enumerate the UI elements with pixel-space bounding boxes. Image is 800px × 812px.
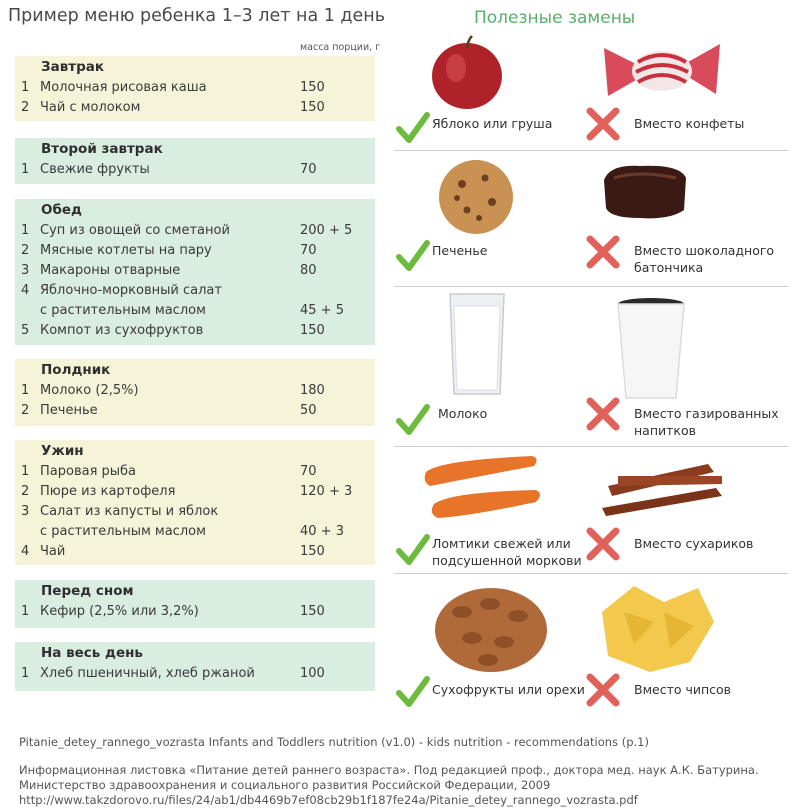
section-title: Перед сном bbox=[15, 580, 375, 602]
menu-item bbox=[15, 664, 375, 684]
good-swap-label: Печенье bbox=[432, 243, 488, 258]
bad-swap-label: Вместо газированных напитков bbox=[634, 406, 779, 438]
chocolate-bar-icon bbox=[600, 160, 690, 222]
item-name: Салат из капусты и яблок bbox=[40, 504, 219, 519]
item-mass: 70 bbox=[300, 464, 317, 479]
item-number: 2 bbox=[21, 243, 30, 258]
menu-item bbox=[15, 321, 375, 341]
menu-section-afternoon-snack bbox=[15, 359, 375, 426]
bad-swap-label: Вместо сухариков bbox=[634, 536, 754, 551]
section-title: Обед bbox=[15, 199, 375, 221]
item-name: Хлеб пшеничный, хлеб ржаной bbox=[40, 666, 255, 681]
section-title: Второй завтрак bbox=[15, 138, 375, 160]
item-name: Компот из сухофруктов bbox=[40, 323, 204, 338]
menu-item bbox=[15, 542, 375, 562]
item-name: Макароны отварные bbox=[40, 263, 181, 278]
row-divider bbox=[394, 150, 788, 151]
cookie-icon bbox=[437, 158, 515, 236]
item-name: Суп из овощей со сметаной bbox=[40, 223, 230, 238]
item-name: с растительным маслом bbox=[40, 524, 206, 539]
menu-item bbox=[15, 602, 375, 622]
check-icon bbox=[396, 240, 430, 272]
portion-mass-label: масса порции, г bbox=[300, 42, 381, 53]
item-number: 1 bbox=[21, 383, 30, 398]
good-swap-label: Молоко bbox=[438, 406, 488, 421]
menu-section-before-bed bbox=[15, 580, 375, 628]
item-mass: 150 bbox=[300, 544, 325, 559]
item-mass: 120 + 3 bbox=[300, 484, 353, 499]
item-name: Кефир (2,5% или 3,2%) bbox=[40, 604, 199, 619]
source-credit: Информационная листовка «Питание детей раннего возраста». Под редакцией проф., доктора мед. наук А.К. Батурина. bbox=[19, 763, 759, 777]
bad-swap-label: Вместо чипсов bbox=[634, 682, 732, 697]
apple-icon bbox=[428, 34, 506, 112]
soda-cup-icon bbox=[616, 296, 686, 400]
menu-section-dinner bbox=[15, 440, 375, 565]
good-swap-label: Ломтики свежей или подсушенной моркови bbox=[432, 536, 582, 568]
item-number: 3 bbox=[21, 504, 30, 519]
menu-title: Пример меню ребенка 1–3 лет на 1 день bbox=[8, 6, 386, 26]
menu-section-whole-day bbox=[15, 642, 375, 691]
item-number: 1 bbox=[21, 604, 30, 619]
check-icon bbox=[396, 534, 430, 566]
bad-swap-label: Вместо конфеты bbox=[634, 116, 745, 131]
item-number: 3 bbox=[21, 263, 30, 278]
menu-item bbox=[15, 78, 375, 98]
section-title: Полдник bbox=[15, 359, 375, 381]
good-swap-label: Яблоко или груша bbox=[432, 116, 553, 131]
candy-icon bbox=[598, 38, 726, 102]
menu-item bbox=[15, 381, 375, 401]
menu-item bbox=[15, 221, 375, 241]
menu-section-lunch bbox=[15, 199, 375, 345]
item-mass: 150 bbox=[300, 323, 325, 338]
cross-icon bbox=[585, 106, 621, 142]
item-number: 5 bbox=[21, 323, 30, 338]
good-swap-label: Сухофрукты или орехи bbox=[432, 682, 585, 697]
carrot-icon bbox=[420, 450, 550, 524]
section-title: На весь день bbox=[15, 642, 375, 664]
menu-item bbox=[15, 241, 375, 261]
item-mass: 180 bbox=[300, 383, 325, 398]
item-mass: 70 bbox=[300, 243, 317, 258]
row-divider bbox=[394, 446, 788, 447]
source-url[interactable]: http://www.takzdorovo.ru/files/24/ab1/db4469b7ef08cb29b1f187fe24a/Pitanie_detey_rannego_vozrasta.pdf bbox=[19, 793, 638, 807]
item-name: Молочная рисовая каша bbox=[40, 80, 207, 95]
cross-icon bbox=[585, 234, 621, 270]
item-name: Чай с молоком bbox=[40, 100, 141, 115]
item-name: Молоко (2,5%) bbox=[40, 383, 139, 398]
item-number: 1 bbox=[21, 162, 30, 177]
item-name: Пюре из картофеля bbox=[40, 484, 176, 499]
item-name: Чай bbox=[40, 544, 66, 559]
chips-icon bbox=[594, 582, 718, 674]
menu-item bbox=[15, 502, 375, 522]
menu-item bbox=[15, 462, 375, 482]
item-name: Паровая рыба bbox=[40, 464, 137, 479]
item-name: Свежие фрукты bbox=[40, 162, 150, 177]
cross-icon bbox=[585, 672, 621, 708]
check-icon bbox=[396, 676, 430, 708]
item-number: 1 bbox=[21, 80, 30, 95]
menu-item bbox=[15, 482, 375, 502]
item-mass: 100 bbox=[300, 666, 325, 681]
item-name: Яблочно-морковный салат bbox=[40, 283, 222, 298]
item-number: 4 bbox=[21, 283, 30, 298]
cross-icon bbox=[585, 396, 621, 432]
item-number: 2 bbox=[21, 100, 30, 115]
check-icon bbox=[396, 112, 430, 144]
section-title: Завтрак bbox=[15, 56, 375, 78]
swaps-title: Полезные замены bbox=[474, 8, 636, 28]
item-mass: 150 bbox=[300, 80, 325, 95]
item-mass: 150 bbox=[300, 604, 325, 619]
item-name: Мясные котлеты на пару bbox=[40, 243, 212, 258]
item-mass: 45 + 5 bbox=[300, 303, 344, 318]
menu-section-breakfast bbox=[15, 56, 375, 121]
item-number: 1 bbox=[21, 223, 30, 238]
item-name: Печенье bbox=[40, 403, 98, 418]
item-mass: 200 + 5 bbox=[300, 223, 353, 238]
menu-item bbox=[15, 261, 375, 281]
row-divider bbox=[394, 573, 788, 574]
source-ministry: Министерство здравоохранения и социального развития Российской Федерации, 2009 bbox=[19, 778, 551, 792]
item-mass: 150 bbox=[300, 100, 325, 115]
crouton-icon bbox=[598, 458, 728, 518]
row-divider bbox=[394, 286, 788, 287]
section-title: Ужин bbox=[15, 440, 375, 462]
menu-item bbox=[15, 301, 375, 321]
menu-item bbox=[15, 281, 375, 301]
item-mass: 80 bbox=[300, 263, 317, 278]
menu-item bbox=[15, 98, 375, 118]
menu-item bbox=[15, 160, 375, 180]
nuts-icon bbox=[432, 582, 550, 674]
source-caption: Pitanie_detey_rannego_vozrasta Infants and Toddlers nutrition (v1.0) - kids nutrition - recommendations (p.1) bbox=[19, 735, 649, 749]
item-name: с растительным маслом bbox=[40, 303, 206, 318]
item-number: 1 bbox=[21, 666, 30, 681]
item-number: 4 bbox=[21, 544, 30, 559]
check-icon bbox=[396, 404, 430, 436]
item-mass: 70 bbox=[300, 162, 317, 177]
item-mass: 40 + 3 bbox=[300, 524, 344, 539]
item-number: 2 bbox=[21, 403, 30, 418]
item-number: 1 bbox=[21, 464, 30, 479]
item-number: 2 bbox=[21, 484, 30, 499]
cross-icon bbox=[585, 526, 621, 562]
menu-item bbox=[15, 522, 375, 542]
milk-glass-icon bbox=[448, 292, 506, 398]
bad-swap-label: Вместо шоколадного батончика bbox=[634, 243, 775, 275]
item-mass: 50 bbox=[300, 403, 317, 418]
menu-section-second-breakfast bbox=[15, 138, 375, 184]
menu-item bbox=[15, 401, 375, 421]
